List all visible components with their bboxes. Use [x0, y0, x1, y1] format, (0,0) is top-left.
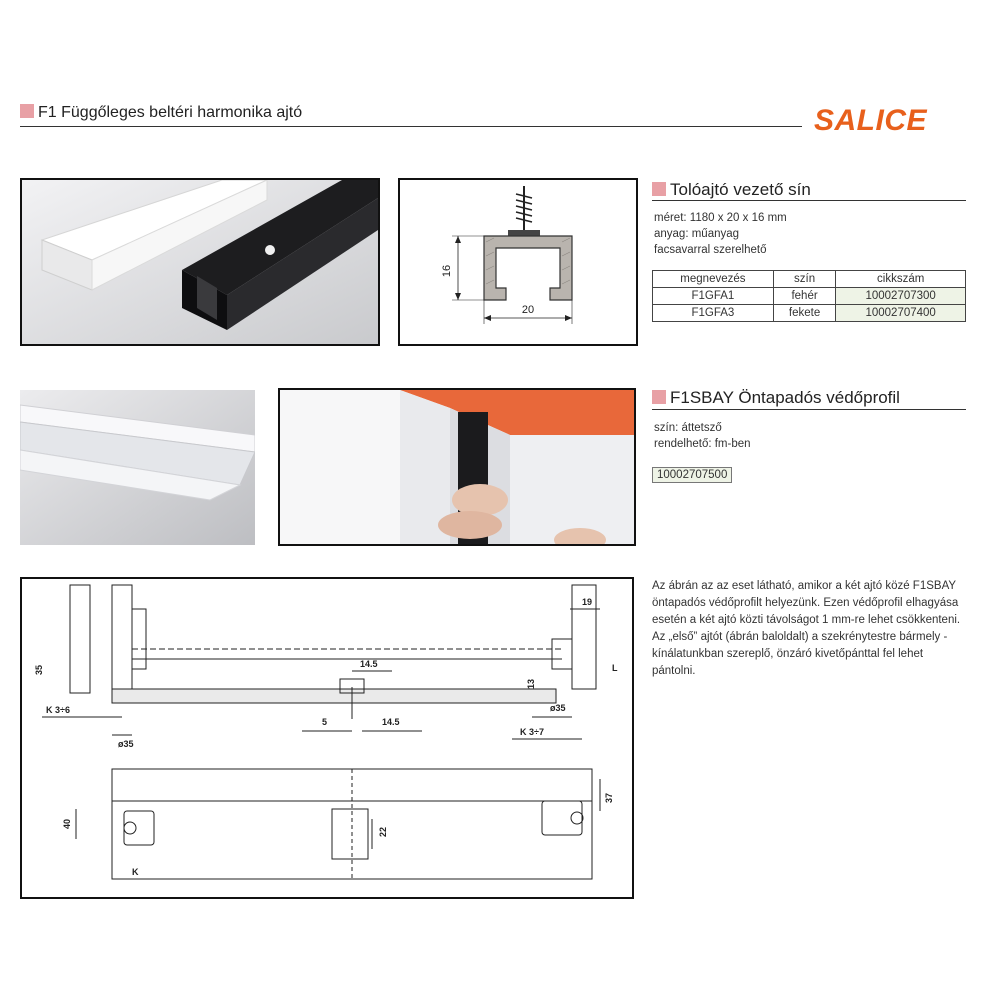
page-title-text: F1 Függőleges beltéri harmonika ajtó [38, 104, 303, 121]
profile-usage-photo [278, 388, 636, 546]
dim-5: 5 [322, 717, 328, 727]
dim-k-left: K 3÷6 [46, 705, 70, 715]
dim-l: L [612, 663, 618, 673]
table-header-row [653, 271, 966, 288]
dim-14-5-top: 14.5 [360, 659, 378, 669]
cell-code: 10002707400 [836, 305, 966, 322]
technical-drawing-svg [22, 579, 632, 897]
profile-square-icon [652, 390, 666, 404]
profile-order: rendelhető: fm-ben [654, 438, 751, 450]
dim-40: 40 [62, 818, 72, 829]
dim-35: 35 [34, 664, 44, 675]
profile-photo [20, 390, 255, 545]
rail-size: méret: 1180 x 20 x 16 mm [654, 212, 787, 224]
description-text: Az ábrán az az eset látható, amikor a két ajtó közé F1SBAY öntapadós védőprofilt helyezünk. Ezen védőprofil elhagyása esetén a két ajtó közti távolságot 1 mm-re lehet csökkenteni. Az „első” ajtót (ábrán baloldalt) a szekrénytestre bármely - kínálatunkban szereplő, önzáró kivetőpánttal fel lehet pántolni. [652, 580, 961, 677]
dim-14-5-bottom: 14.5 [382, 717, 400, 727]
profile-section-rule [652, 409, 966, 410]
profile-section-title [652, 388, 900, 408]
table-row [653, 288, 966, 305]
dim-phi35-right: ø35 [550, 703, 566, 713]
page-title [20, 104, 302, 122]
dim-13: 13 [526, 678, 536, 689]
rail-square-icon [652, 182, 666, 196]
header-rule [20, 126, 802, 127]
rail-photo-image [22, 180, 378, 344]
rail-section-title [652, 180, 811, 200]
profile-title-text: F1SBAY Öntapadós védőprofil [670, 388, 900, 407]
technical-drawing [20, 577, 634, 899]
col-header-code: cikkszám [836, 271, 966, 288]
cell-color: fekete [773, 305, 836, 322]
rail-section-drawing [398, 178, 638, 346]
rail-title-text: Tolóajtó vezető sín [670, 180, 811, 199]
rail-mounting: facsavarral szerelhető [654, 244, 767, 256]
brand-logo: SALICE [814, 104, 928, 137]
rail-height-label: 16 [441, 264, 453, 278]
dim-37: 37 [604, 792, 614, 803]
cell-code: 10002707300 [836, 288, 966, 305]
profile-photo-image [20, 390, 255, 545]
rail-material: anyag: műanyag [654, 228, 740, 240]
cell-name: F1GFA1 [653, 288, 774, 305]
cell-name: F1GFA3 [653, 305, 774, 322]
col-header-color: szín [773, 271, 836, 288]
cell-color: fehér [773, 288, 836, 305]
rail-width-label: 20 [521, 304, 535, 316]
dim-k: K [132, 867, 139, 877]
profile-color: szín: áttetsző [654, 422, 722, 434]
profile-usage-image [280, 390, 634, 544]
col-header-name: megnevezés [653, 271, 774, 288]
dim-19: 19 [582, 597, 593, 607]
title-square-icon [20, 104, 34, 118]
dim-phi35-left: ø35 [118, 739, 134, 749]
rail-photo [20, 178, 380, 346]
dim-22: 22 [378, 826, 388, 837]
dim-k-right: K 3÷7 [520, 727, 544, 737]
profile-code: 10002707500 [652, 467, 732, 483]
table-row [653, 305, 966, 322]
rail-spec-table [652, 270, 966, 322]
rail-section-svg [400, 180, 636, 344]
rail-section-rule [652, 200, 966, 201]
